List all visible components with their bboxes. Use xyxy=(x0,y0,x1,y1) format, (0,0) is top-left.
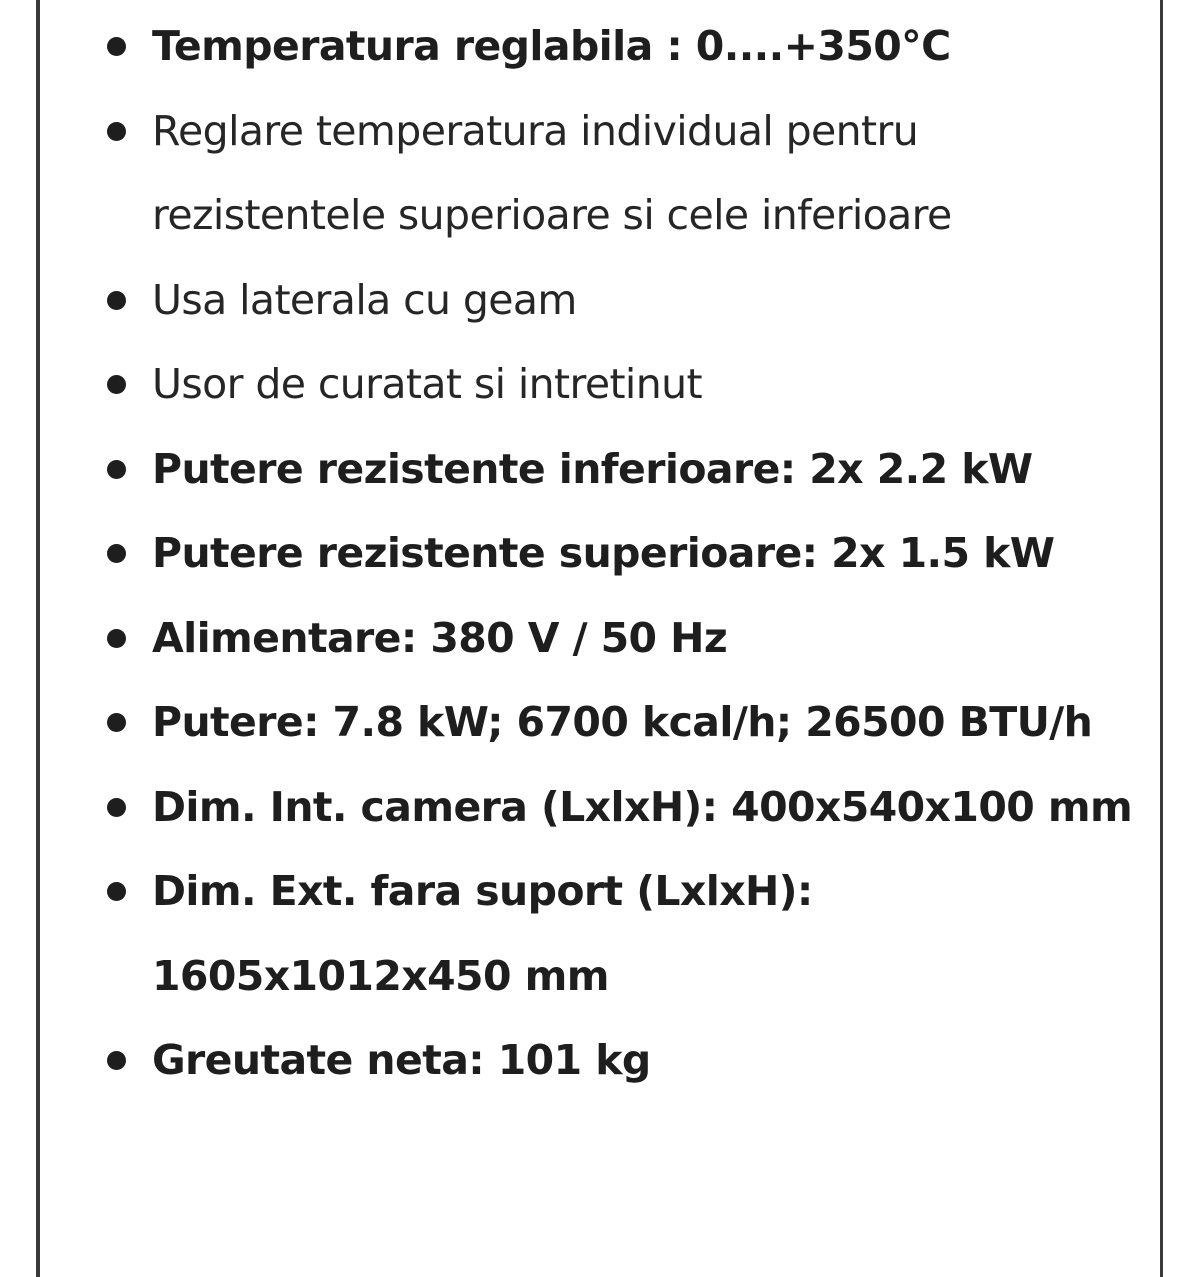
spec-item-text: Greutate neta: 101 kg xyxy=(152,1036,651,1084)
bullet-icon xyxy=(107,37,126,56)
spec-item-text: Dim. Int. camera (LxlxH): 400x540x100 mm xyxy=(152,782,1133,831)
spec-item-text: Usa laterala cu geam xyxy=(152,275,577,324)
bullet-icon xyxy=(107,882,126,901)
spec-item-external-dimensions xyxy=(0,849,1160,1018)
spec-item-side-door xyxy=(0,258,1160,343)
spec-item-text: Putere: 7.8 kW; 6700 kcal/h; 26500 BTU/h xyxy=(152,698,1093,746)
spec-item-text: Alimentare: 380 V / 50 Hz xyxy=(152,613,728,662)
bullet-icon xyxy=(107,629,126,648)
spec-list xyxy=(0,4,1160,1103)
frame-right-border xyxy=(1160,0,1163,1277)
spec-item-temperature-range xyxy=(0,4,1160,89)
spec-item-lower-heater-power xyxy=(0,427,1160,512)
spec-item-power-supply xyxy=(0,596,1160,681)
bullet-icon xyxy=(107,544,126,563)
bullet-icon xyxy=(107,713,126,732)
bullet-icon xyxy=(107,375,126,394)
bullet-icon xyxy=(107,460,126,479)
spec-item-internal-dimensions xyxy=(0,765,1160,850)
spec-item-individual-temperature xyxy=(0,89,1160,258)
spec-item-net-weight xyxy=(0,1018,1160,1103)
spec-item-text: Dim. Ext. fara suport (LxlxH): 1605x1012x450 mm xyxy=(152,867,813,1000)
spec-item-text: Putere rezistente inferioare: 2x 2.2 kW xyxy=(152,444,1033,493)
bullet-icon xyxy=(107,1051,126,1070)
bullet-icon xyxy=(107,798,126,817)
spec-item-upper-heater-power xyxy=(0,511,1160,596)
spec-item-easy-cleaning xyxy=(0,342,1160,427)
spec-item-text: Temperatura reglabila : 0....+350°C xyxy=(152,22,951,70)
spec-item-text: Putere rezistente superioare: 2x 1.5 kW xyxy=(152,529,1055,577)
spec-item-text: Usor de curatat si intretinut xyxy=(152,360,702,408)
spec-item-total-power xyxy=(0,680,1160,765)
bullet-icon xyxy=(107,291,126,310)
bullet-icon xyxy=(107,122,126,141)
spec-item-text: Reglare temperatura individual pentru rezistentele superioare si cele inferioare xyxy=(152,106,952,239)
